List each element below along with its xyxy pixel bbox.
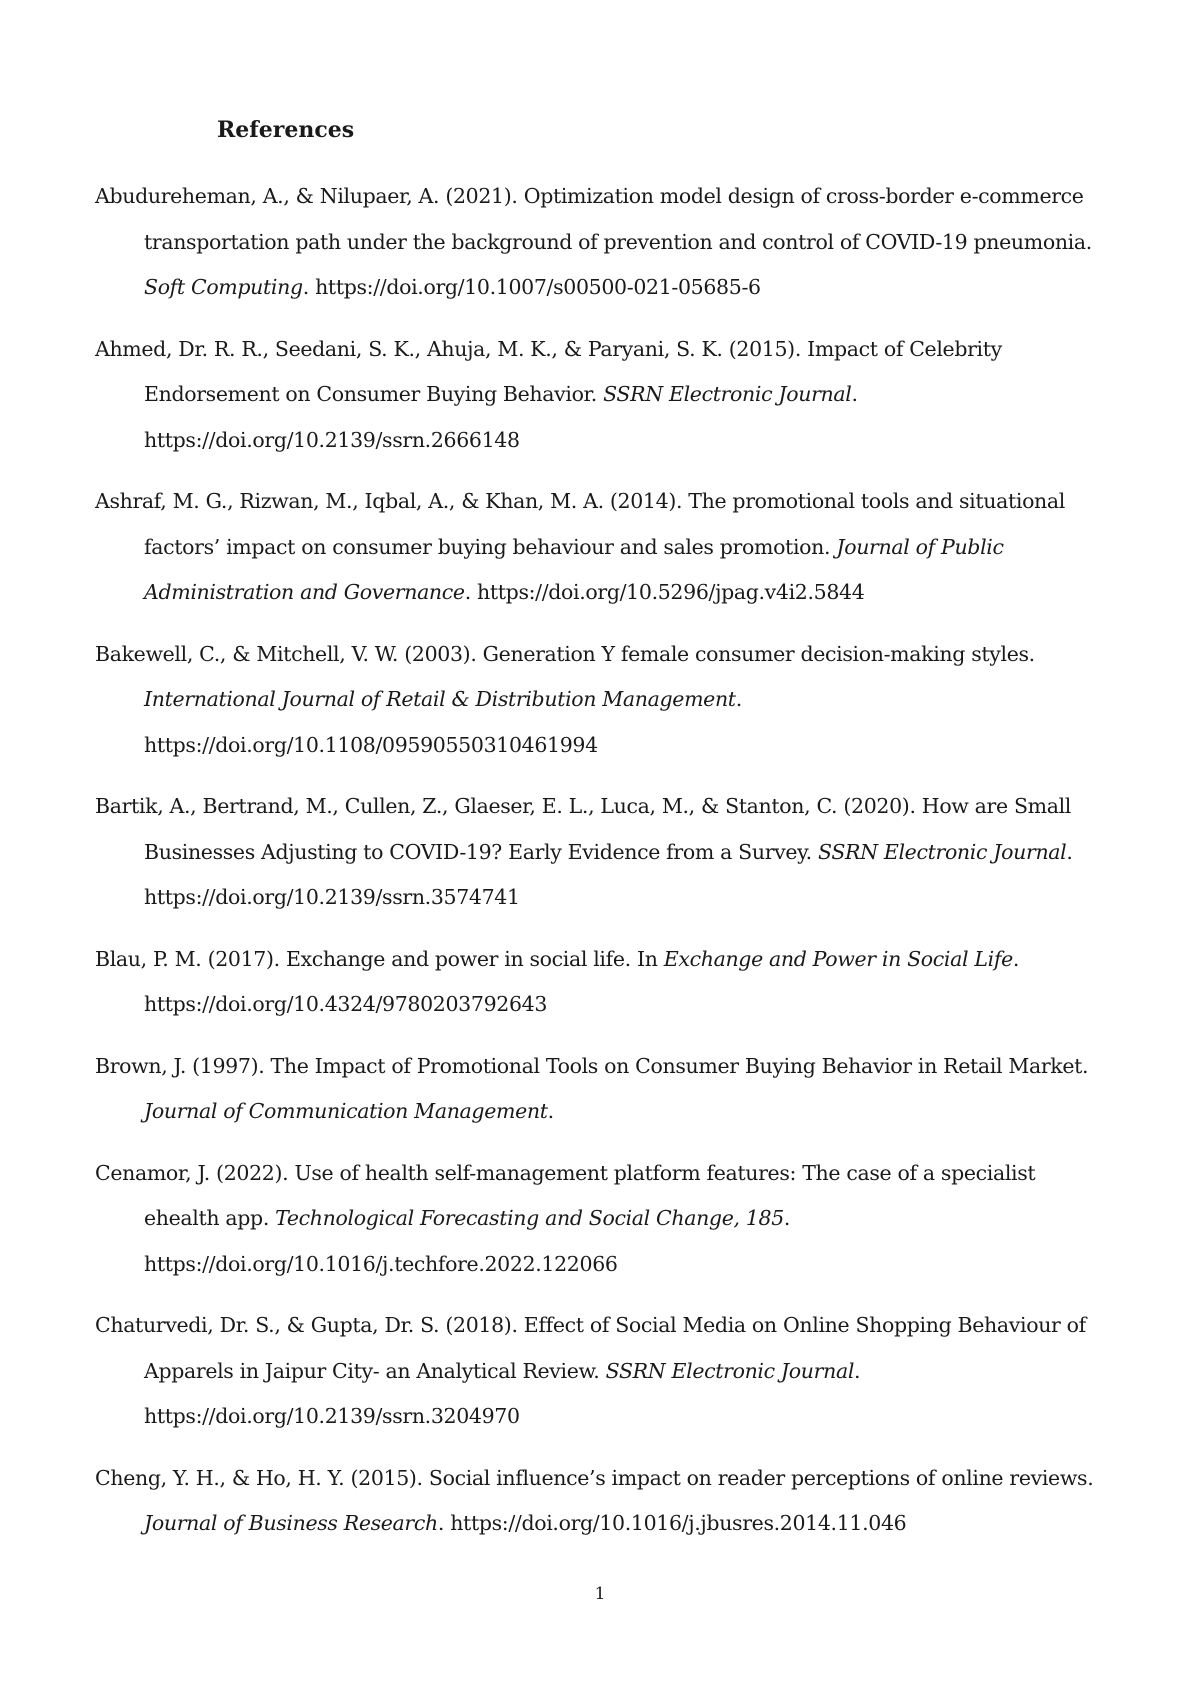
reference-list xyxy=(95,174,1105,1563)
reference-text: Cenamor, J. (2022). Use of health self-management platform features: The case of a specialist ehealth app. xyxy=(95,1160,1036,1230)
reference-doi: . https://doi.org/10.4324/9780203792643 xyxy=(144,946,1020,1016)
reference-entry xyxy=(95,174,1105,311)
reference-entry xyxy=(95,632,1105,769)
reference-source: International Journal of Retail & Distribution Management xyxy=(144,687,736,711)
reference-text: Bakewell, C., & Mitchell, V. W. (2003). Generation Y female consumer decision-making styles. xyxy=(95,641,1035,666)
reference-text: Bartik, A., Bertrand, M., Cullen, Z., Glaeser, E. L., Luca, M., & Stanton, C. (2020). How are Small Businesses Adjusting to COVID-19? Early Evidence from a Survey. xyxy=(95,794,1072,864)
reference-doi: . xyxy=(547,1099,554,1123)
reference-entry xyxy=(95,937,1105,1028)
reference-source: Journal of Public Administration and Governance xyxy=(144,534,1004,604)
reference-text: Blau, P. M. (2017). Exchange and power in social life. In xyxy=(95,946,664,971)
reference-entry xyxy=(95,1456,1105,1547)
page-number: 1 xyxy=(594,1584,606,1604)
reference-source: Journal of Business Research xyxy=(144,1511,438,1535)
reference-source: Exchange and Power in Social Life xyxy=(663,946,1013,971)
reference-text: Cheng, Y. H., & Ho, H. Y. (2015). Social influence’s impact on reader perceptions of online reviews. xyxy=(95,1465,1094,1490)
reference-source: Technological Forecasting and Social Change, 185 xyxy=(275,1206,784,1230)
reference-entry xyxy=(95,479,1105,616)
reference-doi: . https://doi.org/10.1108/09590550310461994 xyxy=(144,687,742,757)
reference-source: Journal of Communication Management xyxy=(144,1099,548,1123)
reference-text: Brown, J. (1997). The Impact of Promotional Tools on Consumer Buying Behavior in Retail Market. xyxy=(95,1053,1089,1078)
reference-source: SSRN Electronic Journal xyxy=(605,1358,855,1383)
reference-entry xyxy=(95,784,1105,921)
reference-doi: . https://doi.org/10.2139/ssrn.3574741 xyxy=(144,839,1073,909)
reference-entry xyxy=(95,1044,1105,1135)
reference-text: Ahmed, Dr. R. R., Seedani, S. K., Ahuja, M. K., & Paryani, S. K. (2015). Impact of Celebrity Endorsement on Consumer Buying Behavior. xyxy=(95,336,1002,406)
reference-source: Soft Computing xyxy=(144,275,303,299)
reference-doi: . https://doi.org/10.5296/jpag.v4i2.5844 xyxy=(464,580,865,604)
reference-text: Chaturvedi, Dr. S., & Gupta, Dr. S. (2018). Effect of Social Media on Online Shopping Behaviour of Apparels in Jaipur City- an Analytical Review. xyxy=(95,1313,1086,1383)
reference-entry xyxy=(95,1303,1105,1440)
reference-text: Abudureheman, A., & Nilupaer, A. (2021). Optimization model design of cross-border e-commerce transportation path under the background of prevention and control of COVID-19 pneumonia. xyxy=(95,184,1092,254)
reference-doi: . https://doi.org/10.1016/j.jbusres.2014.11.046 xyxy=(437,1511,907,1535)
reference-doi: . https://doi.org/10.2139/ssrn.3204970 xyxy=(144,1358,861,1428)
reference-source: SSRN Electronic Journal xyxy=(603,382,852,406)
reference-entry xyxy=(95,327,1105,464)
reference-doi: . https://doi.org/10.2139/ssrn.2666148 xyxy=(144,382,858,452)
reference-doi: . https://doi.org/10.1016/j.techfore.2022.122066 xyxy=(144,1206,791,1276)
page-title: References xyxy=(217,117,355,143)
reference-text: Ashraf, M. G., Rizwan, M., Iqbal, A., & Khan, M. A. (2014). The promotional tools and situational factors’ impact on consumer buying behaviour and sales promotion. xyxy=(95,489,1065,559)
reference-doi: . https://doi.org/10.1007/s00500-021-05685-6 xyxy=(302,275,761,299)
reference-entry xyxy=(95,1151,1105,1288)
reference-source: SSRN Electronic Journal xyxy=(818,839,1067,864)
